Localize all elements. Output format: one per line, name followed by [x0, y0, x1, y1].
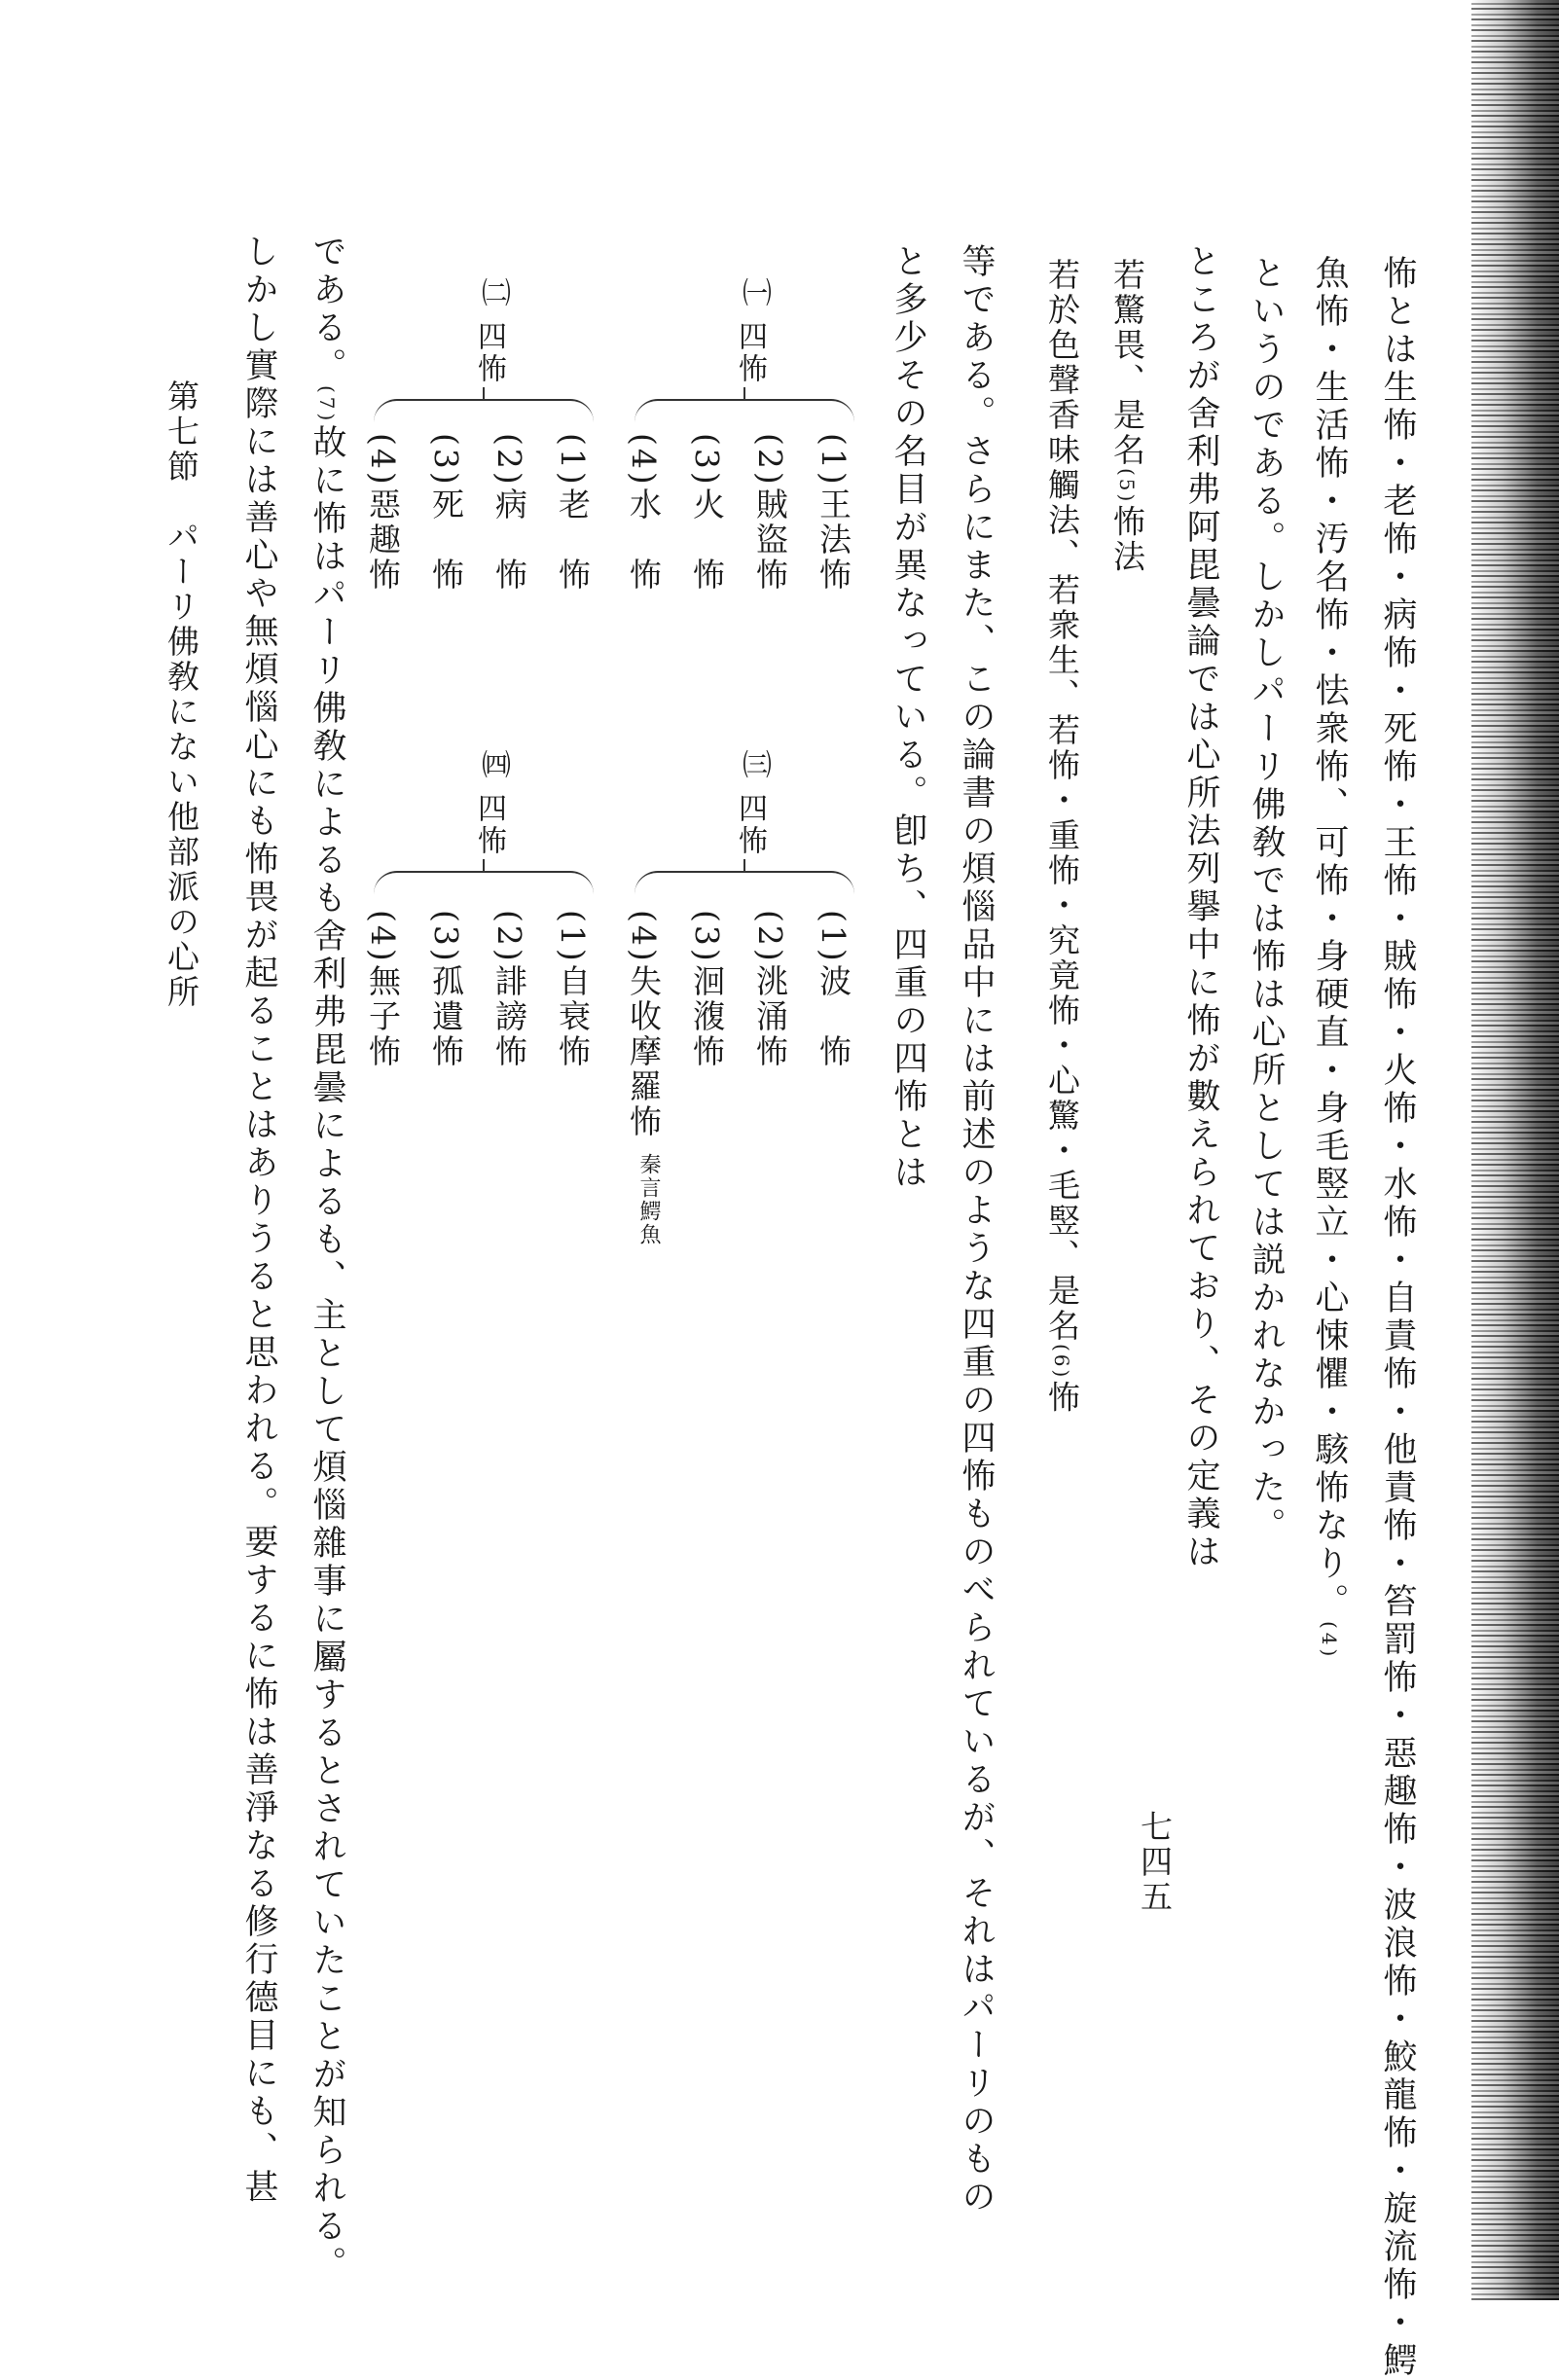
note-ref-7: (7) [315, 385, 339, 425]
text-line-10: しかし實際には善心や無煩惱心にも怖畏が起ることはありうると思われる。要するに怖は善淨なる修行德目にも、甚 [239, 234, 278, 2207]
group-1-label: 四怖 [733, 321, 767, 385]
text-line-6-main: 若於色聲香味觸法、若衆生、若怖・重怖・究竟怖・心驚・毛竪、是名 [1043, 258, 1081, 1344]
text-line-9-start: である。 [308, 234, 346, 385]
text-line-7: 等である。さらにまた、この論書の煩惱品中には前述のような四重の四怖ものべられているが、それはパーリのもの [957, 243, 996, 2217]
text-line-5 [1108, 258, 1146, 575]
group-4-label: 四怖 [472, 793, 506, 857]
group-2-item-2: (2)病 怖 [490, 433, 528, 593]
group-1-item-2: (2)賊盜怖 [751, 433, 789, 593]
text-line-6 [1043, 258, 1081, 1416]
group-2-item-3: (3)死 怖 [427, 433, 465, 593]
group-3-label: 四怖 [733, 793, 767, 857]
note-ref-5: (5) [1115, 468, 1139, 505]
text-line-2 [1310, 255, 1349, 1661]
group-1-item-1: (1)王法怖 [815, 433, 852, 593]
group-4-item-4: (4)無子怖 [364, 910, 402, 1069]
note-ref-4: (4) [1318, 1621, 1341, 1661]
text-line-9 [309, 234, 344, 2284]
group-4-number: ㈣ [476, 749, 510, 781]
group-3-small-note: 秦言鰐魚 [636, 1153, 661, 1246]
text-line-5-main: 若驚畏、是名 [1108, 258, 1146, 468]
text-line-3: というのである。しかしパーリ佛敎では怖は心所としては説かれなかった。 [1247, 255, 1286, 1545]
text-line-2-main: 魚怖・生活怖・汚名怖・怯衆怖、可怖・身硬直・身毛竪立・心悚懼・駭怖なり。 [1310, 255, 1349, 1621]
note-ref-6: (6) [1050, 1344, 1073, 1381]
group-2-item-4: (4)惡趣怖 [364, 433, 402, 593]
group-2-item-1: (1)老 怖 [554, 433, 592, 593]
group-2-number: ㈡ [476, 277, 510, 309]
group-1-number: ㈠ [737, 277, 771, 309]
group-1-item-4: (4)水 怖 [625, 433, 663, 593]
page-number: 七四五 [1136, 1810, 1174, 1915]
group-3-item-1: (1)波 怖 [815, 910, 852, 1069]
group-4-item-1: (1)自衰怖 [554, 910, 592, 1069]
text-line-4: ところが舍利弗阿毘曇論では心所法列擧中に怖が數えられており、その定義は [1181, 243, 1220, 1571]
text-line-8: と多少その名目が異なっている。卽ち、四重の四怖とは [888, 243, 927, 1192]
running-header: 第七節 パーリ佛敎にない他部派の心所 [163, 379, 200, 1010]
group-3-item-4: (4)失收摩羅怖 [625, 910, 663, 1139]
text-line-1: 怖とは生怖・老怖・病怖・死怖・王怖・賊怖・火怖・水怖・自責怖・他責怖・笞罰怖・惡趣怖・波浪怖・鮫龍怖・旋流怖・鰐 [1378, 255, 1417, 2380]
group-4-item-2: (2)誹謗怖 [490, 910, 528, 1069]
scanned-page-edge [1471, 0, 1559, 2300]
text-line-6-end: 怖 [1043, 1380, 1081, 1416]
group-3-number: ㈢ [737, 749, 771, 781]
group-3-item-3: (3)洄澓怖 [688, 910, 726, 1069]
group-3-brace [634, 871, 854, 912]
group-4-brace [374, 871, 594, 912]
group-1-item-3: (3)火 怖 [688, 433, 726, 593]
group-2-label: 四怖 [472, 321, 506, 385]
group-3-item-2: (2)洮涌怖 [751, 910, 789, 1069]
group-4-item-3: (3)孤遺怖 [427, 910, 465, 1069]
text-line-9-main: 故に怖はパーリ佛敎によるも舍利弗毘曇によるも、主として煩惱雜事に屬するとされていたことが知られる。 [308, 424, 346, 2285]
text-line-5-end: 怖法 [1108, 504, 1146, 575]
